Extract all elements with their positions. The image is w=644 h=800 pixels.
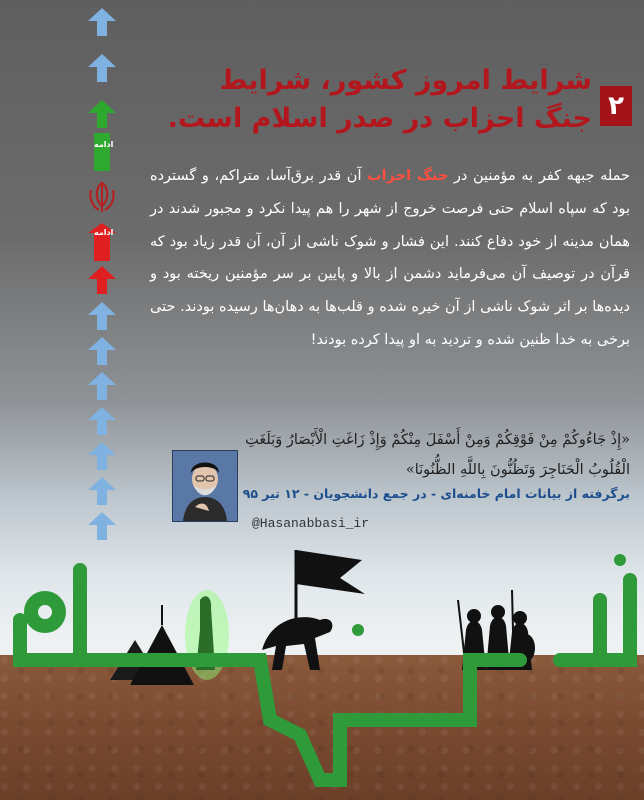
iran-emblem-icon (86, 180, 118, 214)
green-up-arrow-icon (87, 100, 117, 128)
headline (140, 62, 592, 138)
blue-up-arrow-icon (87, 337, 117, 365)
arrow-column (87, 8, 117, 553)
blue-up-arrow-icon (87, 8, 117, 36)
speaker-portrait (172, 450, 238, 522)
logo-dot (614, 554, 626, 566)
black-flag-icon (296, 550, 365, 594)
logo-dot (352, 624, 364, 636)
blue-up-arrow-icon (87, 477, 117, 505)
headline-line-2: جنگ احزاب در صدر اسلام است. (167, 103, 592, 134)
horse-rider-icon (262, 617, 332, 670)
social-handle: @Hasanabbasi_ir (252, 516, 370, 531)
emblem-icon (86, 180, 118, 214)
body-text-start: حمله جبهه کفر به مؤمنین در (448, 168, 630, 184)
headline-line-1: شرایط امروز کشور، شرایط (219, 65, 592, 96)
item-number-badge: ۲ (600, 86, 632, 126)
blue-up-arrow-icon (87, 407, 117, 435)
portrait-illustration (173, 451, 237, 521)
green-flag-label: ادامه (94, 140, 114, 149)
red-up-arrow-icon (87, 266, 117, 294)
source-attribution: برگرفته از بیانات امام خامنه‌ای - در جمع دانشجویان - ۱۲ تیر ۹۵ (242, 486, 630, 501)
battle-scene (0, 520, 644, 800)
body-paragraph (150, 160, 630, 357)
logo-word-khandaq (20, 570, 630, 780)
blue-up-arrow-icon (87, 372, 117, 400)
blue-up-arrow-icon (87, 54, 117, 82)
blue-up-arrow-icon (87, 442, 117, 470)
quran-quote: «إِذْ جَاءُوكُمْ مِنْ فَوْقِكُمْ وَمِنْ أَسْفَلَ مِنْكُمْ وَإِذْ زَاغَتِ الْأَبْصَارُ وَبَلَغَتِ الْقُلُوبُ الْحَنَاجِرَ وَتَظُنُّونَ بِاللَّهِ الظُّنُونَا» (245, 432, 630, 478)
blue-up-arrow-icon (87, 302, 117, 330)
red-flag-label: ادامه (94, 228, 114, 237)
body-highlight: جنگ احزاب (367, 168, 449, 184)
body-text-rest: آن قدر برق‌آسا، متراکم، و گسترده بود که سپاه اسلام حتی فرصت خروج از شهر را هم پیدا نکرد و مجبور شدند در همان مدینه از خود دفاع کنند. این فشار و شوک ناشی از آن، آن قدر زیاد بود که قرآن در توصیف آن می‌فرماید دشمن از بالا و پایین بر سر مؤمنین ریخته بود و دیده‌ها بر اثر شوک ناشی از آن خیره شده و قلب‌ها به دهان‌ها رسیده بودند. حتی برخی به خدا ظنین شده و تردید به او پیدا کرده بودند! (150, 168, 630, 348)
